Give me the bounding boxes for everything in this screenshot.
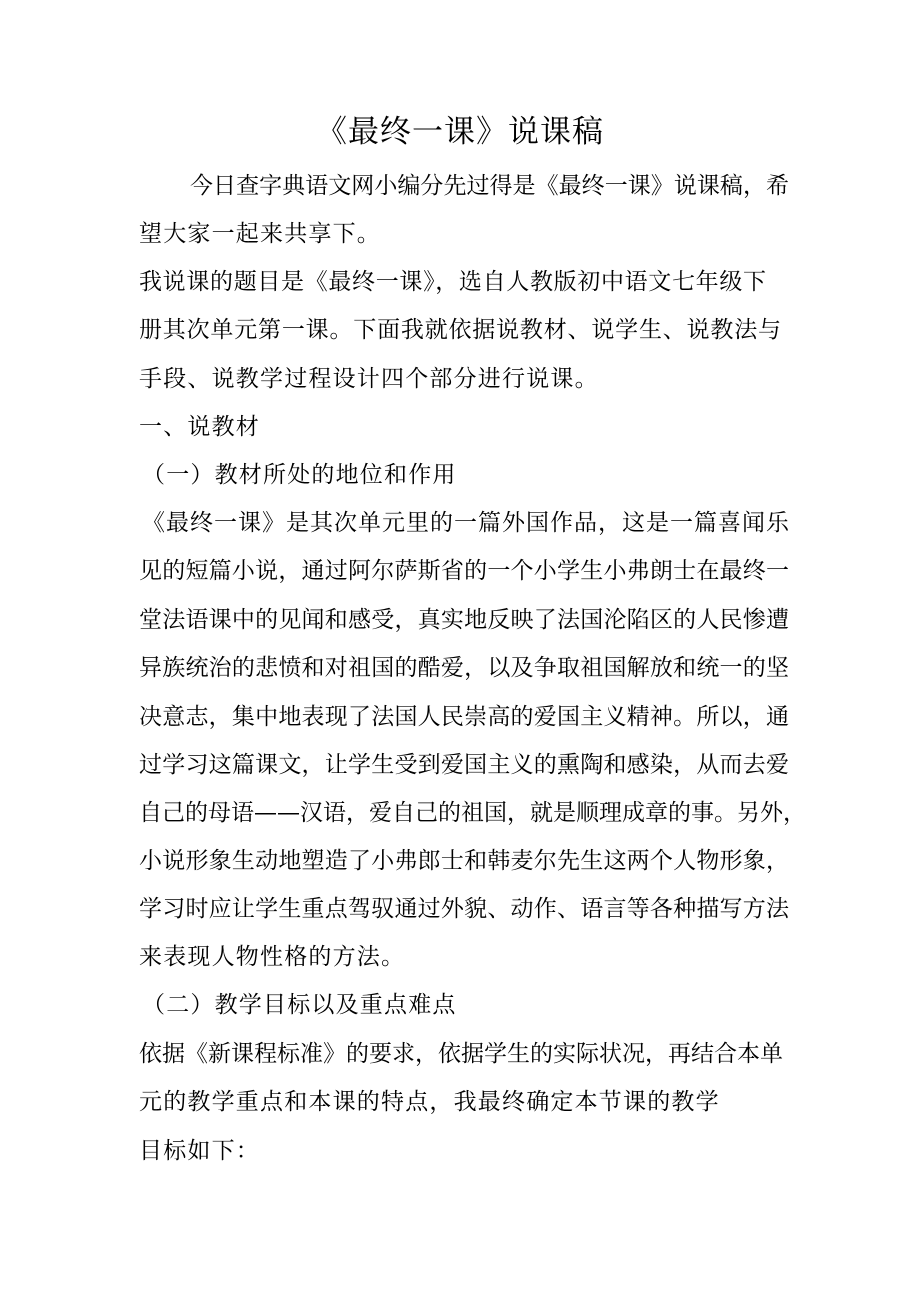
subsection-heading: （二）教学目标以及重点难点 (142, 992, 457, 1018)
paragraph-line: 元的教学重点和本课的特点，我最终确定本节课的教学 (139, 1089, 720, 1115)
document-title: 《最终一课》说课稿 (316, 114, 604, 150)
paragraph-line: 目标如下： (139, 1138, 260, 1164)
paragraph-line: 小说形象生动地塑造了小弗郎士和韩麦尔先生这两个人物形象， (139, 848, 789, 874)
intro-line-2: 望大家一起来共享下。 (139, 221, 381, 247)
paragraph-line: 过学习这篇课文，让学生受到爱国主义的熏陶和感染，从而去爱 (139, 752, 789, 778)
paragraph-line: 堂法语课中的见闻和感受，真实地反映了法国沦陷区的人民惨遭 (139, 607, 789, 633)
paragraph-line: 来表现人物性格的方法。 (139, 944, 406, 970)
paragraph-line: 依据《新课程标准》的要求，依据学生的实际状况，再结合本单 (139, 1041, 783, 1067)
subsection-heading: （一）教材所处的地位和作用 (142, 462, 457, 488)
paragraph-line: 决意志，集中地表现了法国人民崇高的爱国主义精神。所以，通 (139, 704, 789, 730)
paragraph-line: 册其次单元第一课。下面我就依据说教材、说学生、说教法与 (139, 317, 781, 343)
paragraph-line: 见的短篇小说，通过阿尔萨斯省的一个小学生小弗朗士在最终一 (139, 558, 789, 584)
paragraph-line: 手段、说教学过程设计四个部分进行说课。 (139, 366, 599, 392)
section-heading: 一、说教材 (139, 414, 260, 440)
paragraph-line: 异族统治的悲愤和对祖国的酷爱，以及争取祖国解放和统一的坚 (139, 655, 789, 681)
paragraph-line: 《最终一课》是其次单元里的一篇外国作品，这是一篇喜闻乐 (142, 510, 789, 536)
paragraph-line: 我说课的题目是《最终一课》，选自人教版初中语文七年级下 (139, 269, 766, 295)
intro-line-1: 今日查字典语文网小编分先过得是《最终一课》说课稿，希 (190, 173, 789, 199)
paragraph-line: 学习时应让学生重点驾驭通过外貌、动作、语言等各种描写方法 (139, 896, 789, 922)
paragraph-line: 自己的母语——汉语，爱自己的祖国，就是顺理成章的事。另外， (139, 800, 806, 826)
